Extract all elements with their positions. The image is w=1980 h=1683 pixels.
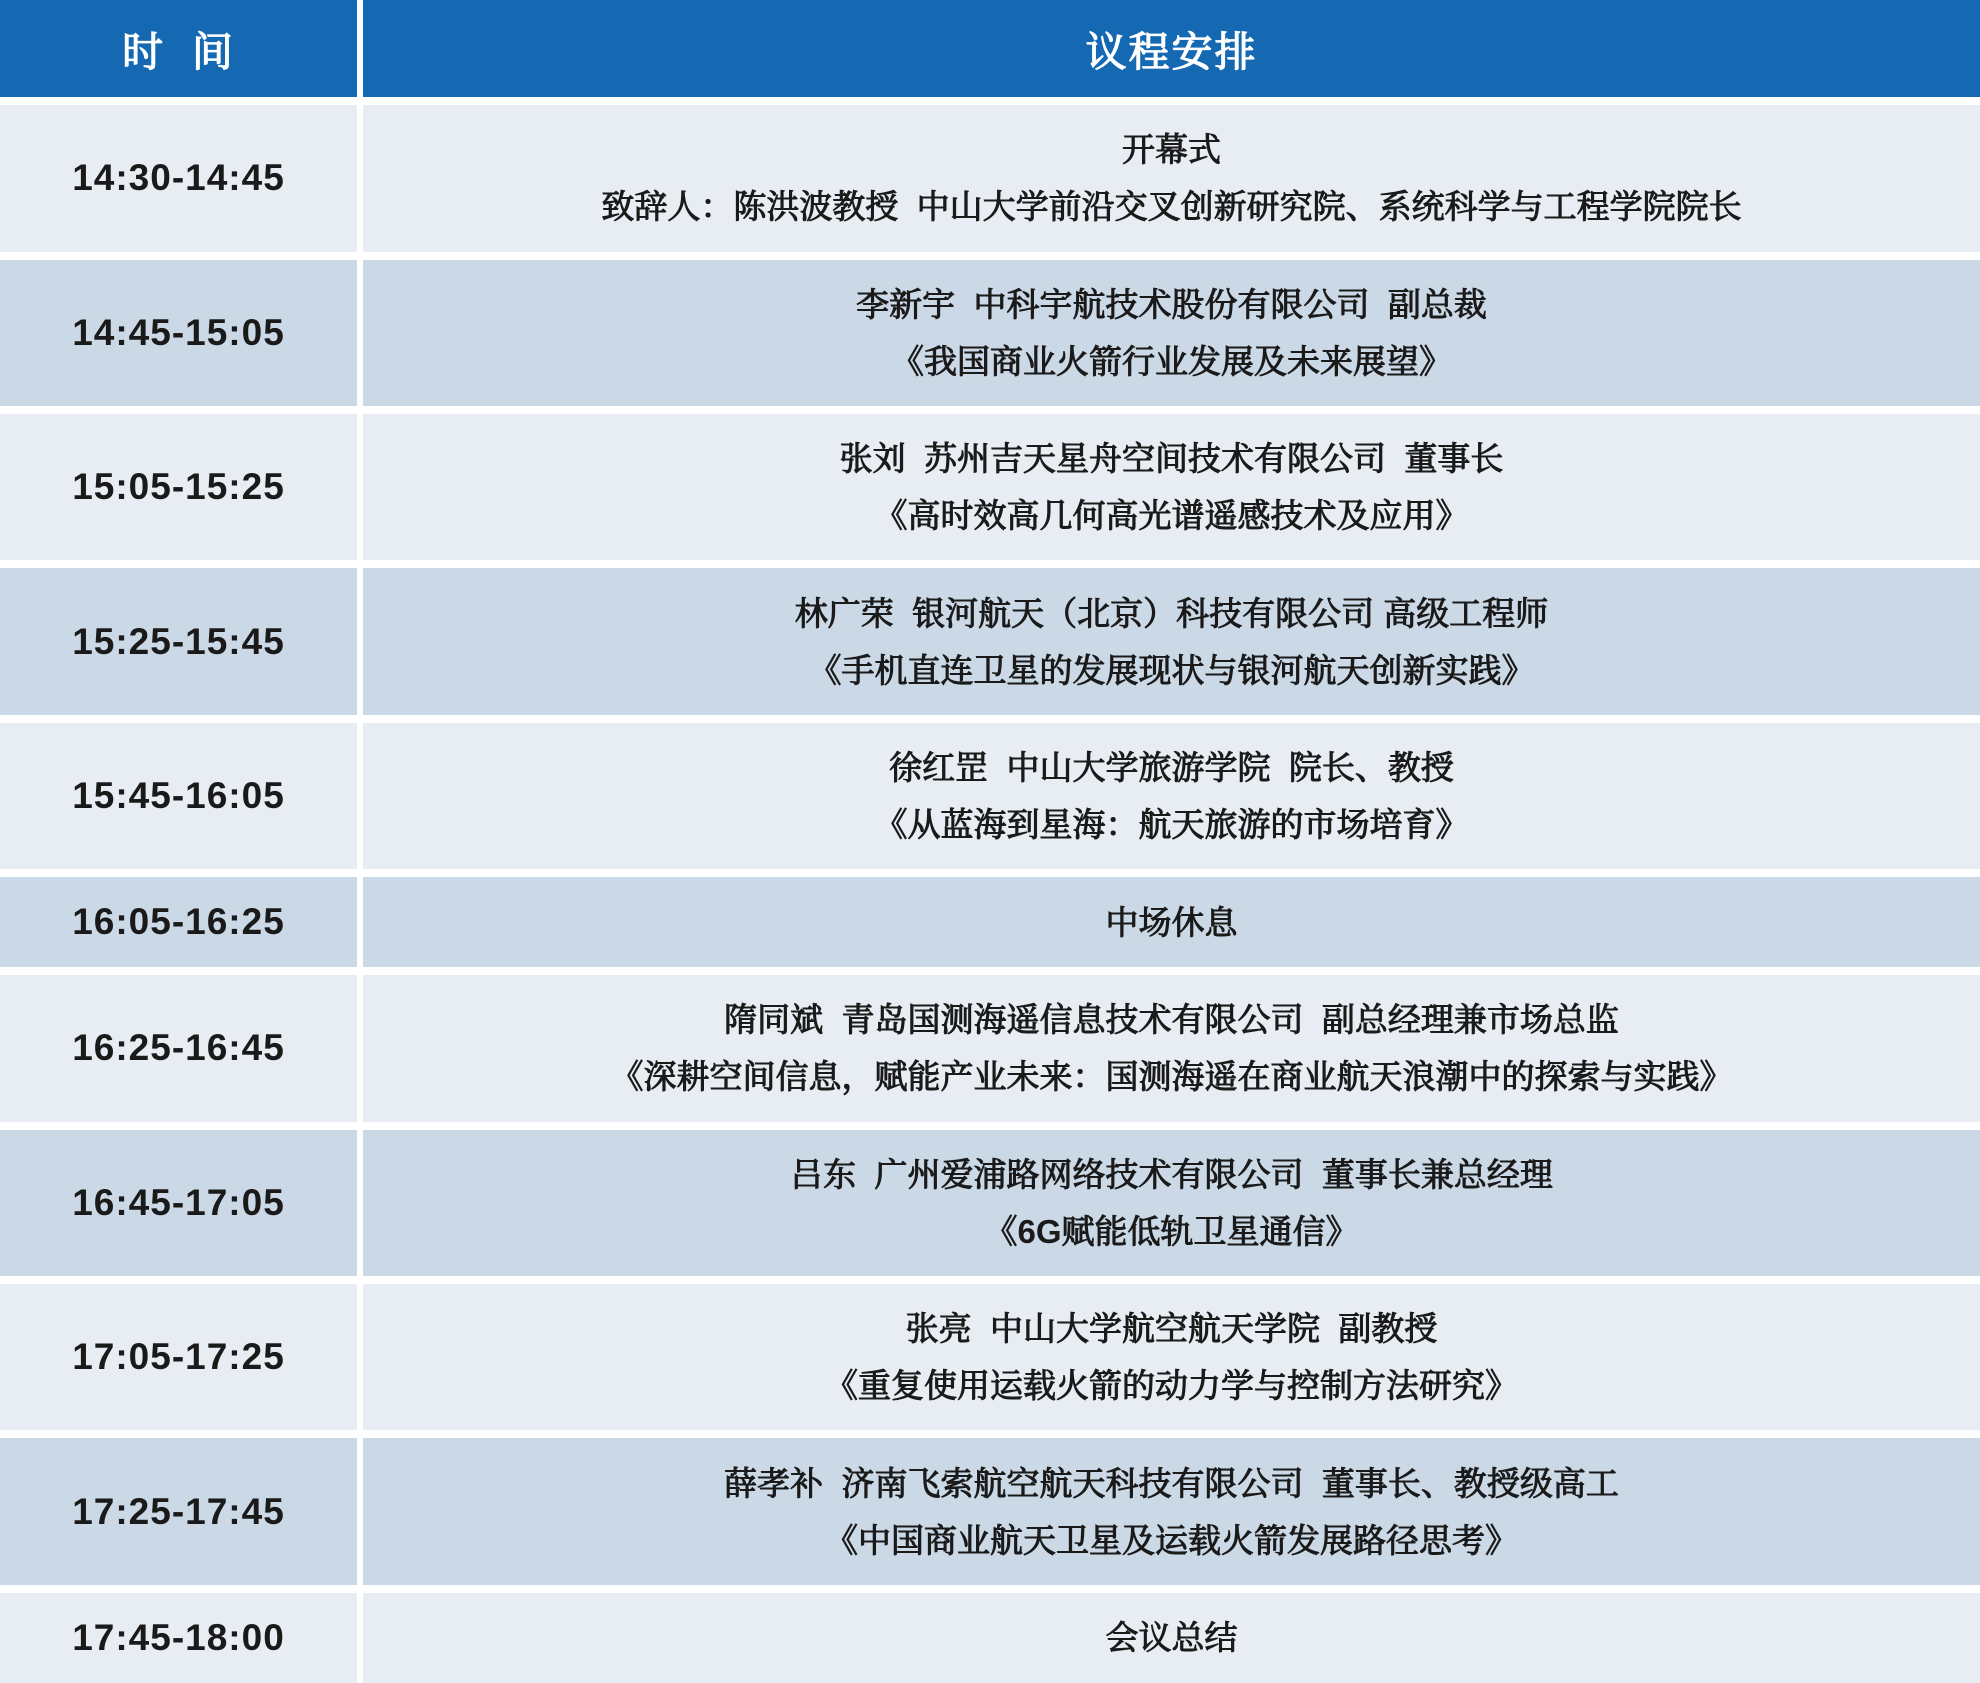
agenda-line: 吕东 广州爱浦路网络技术有限公司 董事长兼总经理 bbox=[790, 1155, 1553, 1193]
agenda-line: 中场休息 bbox=[1105, 903, 1238, 941]
time-cell bbox=[0, 260, 357, 406]
time-cell bbox=[0, 1593, 357, 1683]
agenda-cell bbox=[363, 1593, 1980, 1683]
table-row bbox=[0, 1438, 1980, 1584]
agenda-line: 林广荣 银河航天（北京）科技有限公司 高级工程师 bbox=[794, 594, 1549, 632]
agenda-line: 致辞人：陈洪波教授 中山大学前沿交叉创新研究院、系统科学与工程学院院长 bbox=[601, 188, 1742, 226]
time-header-label: 时 间 bbox=[122, 29, 235, 76]
agenda-line: 《手机直连卫星的发展现状与银河航天创新实践》 bbox=[808, 651, 1535, 689]
time-cell bbox=[0, 568, 357, 714]
agenda-column-header bbox=[363, 0, 1980, 97]
table-row bbox=[0, 260, 1980, 406]
agenda-line: 《从蓝海到星海：航天旅游的市场培育》 bbox=[874, 805, 1469, 843]
agenda-cell bbox=[363, 1284, 1980, 1430]
agenda-cell bbox=[363, 568, 1980, 714]
table-row bbox=[0, 1284, 1980, 1430]
time-column-header bbox=[0, 0, 357, 97]
agenda-line: 《重复使用运载火箭的动力学与控制方法研究》 bbox=[825, 1367, 1518, 1405]
table-row bbox=[0, 975, 1980, 1121]
agenda-cell bbox=[363, 1130, 1980, 1276]
time-cell bbox=[0, 975, 357, 1121]
table-row bbox=[0, 1593, 1980, 1683]
agenda-cell bbox=[363, 105, 1980, 251]
time-range-label: 14:45-15:05 bbox=[72, 311, 285, 353]
time-range-label: 17:05-17:25 bbox=[72, 1336, 285, 1378]
agenda-line: 隋同斌 青岛国测海遥信息技术有限公司 副总经理兼市场总监 bbox=[724, 1001, 1619, 1039]
agenda-header-label: 议程安排 bbox=[1085, 29, 1258, 76]
agenda-line: 《高时效高几何高光谱遥感技术及应用》 bbox=[874, 497, 1469, 535]
time-range-label: 16:05-16:25 bbox=[72, 901, 285, 943]
time-cell bbox=[0, 1130, 357, 1276]
agenda-cell bbox=[363, 975, 1980, 1121]
time-range-label: 15:25-15:45 bbox=[72, 620, 285, 662]
time-range-label: 14:30-14:45 bbox=[72, 157, 285, 199]
table-row bbox=[0, 414, 1980, 560]
table-row bbox=[0, 723, 1980, 869]
time-range-label: 16:25-16:45 bbox=[72, 1027, 285, 1069]
time-cell bbox=[0, 105, 357, 251]
agenda-line: 《中国商业航天卫星及运载火箭发展路径思考》 bbox=[825, 1521, 1518, 1559]
agenda-cell bbox=[363, 414, 1980, 560]
table-row bbox=[0, 568, 1980, 714]
time-cell bbox=[0, 414, 357, 560]
agenda-line: 会议总结 bbox=[1105, 1619, 1238, 1657]
agenda-line: 徐红罡 中山大学旅游学院 院长、教授 bbox=[889, 748, 1454, 786]
agenda-line: 张亮 中山大学航空航天学院 副教授 bbox=[905, 1310, 1438, 1348]
time-range-label: 17:25-17:45 bbox=[72, 1490, 285, 1532]
table-row bbox=[0, 105, 1980, 251]
agenda-cell bbox=[363, 723, 1980, 869]
table-header-row bbox=[0, 0, 1980, 97]
agenda-line: 《深耕空间信息，赋能产业未来：国测海遥在商业航天浪潮中的探索与实践》 bbox=[610, 1058, 1733, 1096]
time-cell bbox=[0, 723, 357, 869]
time-range-label: 16:45-17:05 bbox=[72, 1181, 285, 1223]
time-range-label: 15:45-16:05 bbox=[72, 774, 285, 816]
agenda-line: 《6G赋能低轨卫星通信》 bbox=[984, 1212, 1359, 1250]
time-cell bbox=[0, 877, 357, 967]
table-row bbox=[0, 877, 1980, 967]
agenda-line: 《我国商业火箭行业发展及未来展望》 bbox=[891, 342, 1452, 380]
time-range-label: 17:45-18:00 bbox=[72, 1616, 285, 1658]
table-row bbox=[0, 1130, 1980, 1276]
agenda-line: 薛孝补 济南飞索航空航天科技有限公司 董事长、教授级高工 bbox=[724, 1464, 1619, 1502]
agenda-cell bbox=[363, 260, 1980, 406]
agenda-line: 张刘 苏州吉天星舟空间技术有限公司 董事长 bbox=[839, 440, 1504, 478]
agenda-line: 李新宇 中科宇航技术股份有限公司 副总裁 bbox=[856, 285, 1487, 323]
time-range-label: 15:05-15:25 bbox=[72, 466, 285, 508]
agenda-cell bbox=[363, 877, 1980, 967]
agenda-line: 开幕式 bbox=[1122, 131, 1221, 169]
agenda-cell bbox=[363, 1438, 1980, 1584]
time-cell bbox=[0, 1284, 357, 1430]
time-cell bbox=[0, 1438, 357, 1584]
